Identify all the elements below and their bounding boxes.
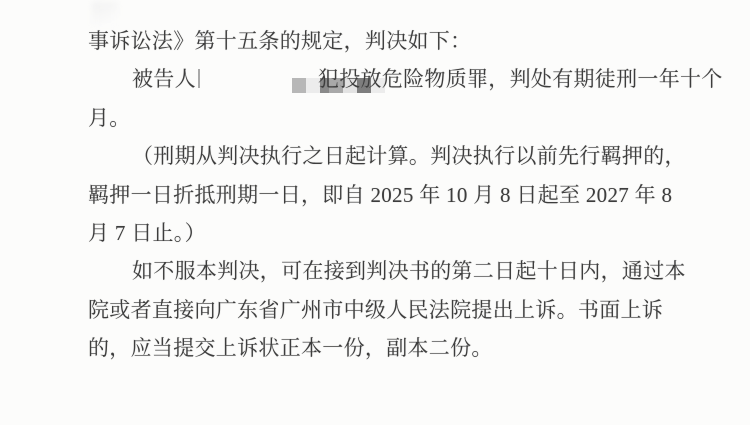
judgment-sentence-text: 犯投放危险物质罪，判处有期徒刑一年十个 (317, 67, 723, 92)
judgment-line-appeal-court: 院或者直接向广东省广州市中级人民法院提出上诉。书面上诉 (88, 297, 664, 322)
judgment-text-block (88, 22, 728, 368)
judgment-line-appeal-intro: 如不服本判决，可在接到判决书的第二日起十日内，通过本 (132, 259, 686, 284)
judgment-line-term-start: （刑期从判决执行之日起计算。判决执行以前先行羁押的， (132, 144, 686, 169)
judgment-line-term-dates: 羁押一日折抵刑期一日，即自 2025 年 10 月 8 日起至 2027 年 8 (88, 182, 673, 207)
mosaic-block-2 (285, 78, 313, 109)
mosaic-block-1 (248, 78, 276, 109)
judgment-line-term-end: 月 7 日止。） (88, 220, 206, 245)
redaction-remnant-stroke (198, 69, 200, 88)
judgment-line-appeal-copies: 的，应当提交上诉状正本一份，副本二份。 (88, 336, 493, 361)
judgment-line-verdict-intro: 事诉讼法》第十五条的规定，判决如下： (88, 29, 472, 53)
judgment-line-sentence-wrap: 月。 (88, 105, 131, 130)
judgment-line-defendant-sentence (88, 60, 728, 98)
defendant-label: 被告人 (132, 67, 196, 92)
defendant-name-redaction-mosaic (204, 78, 313, 109)
